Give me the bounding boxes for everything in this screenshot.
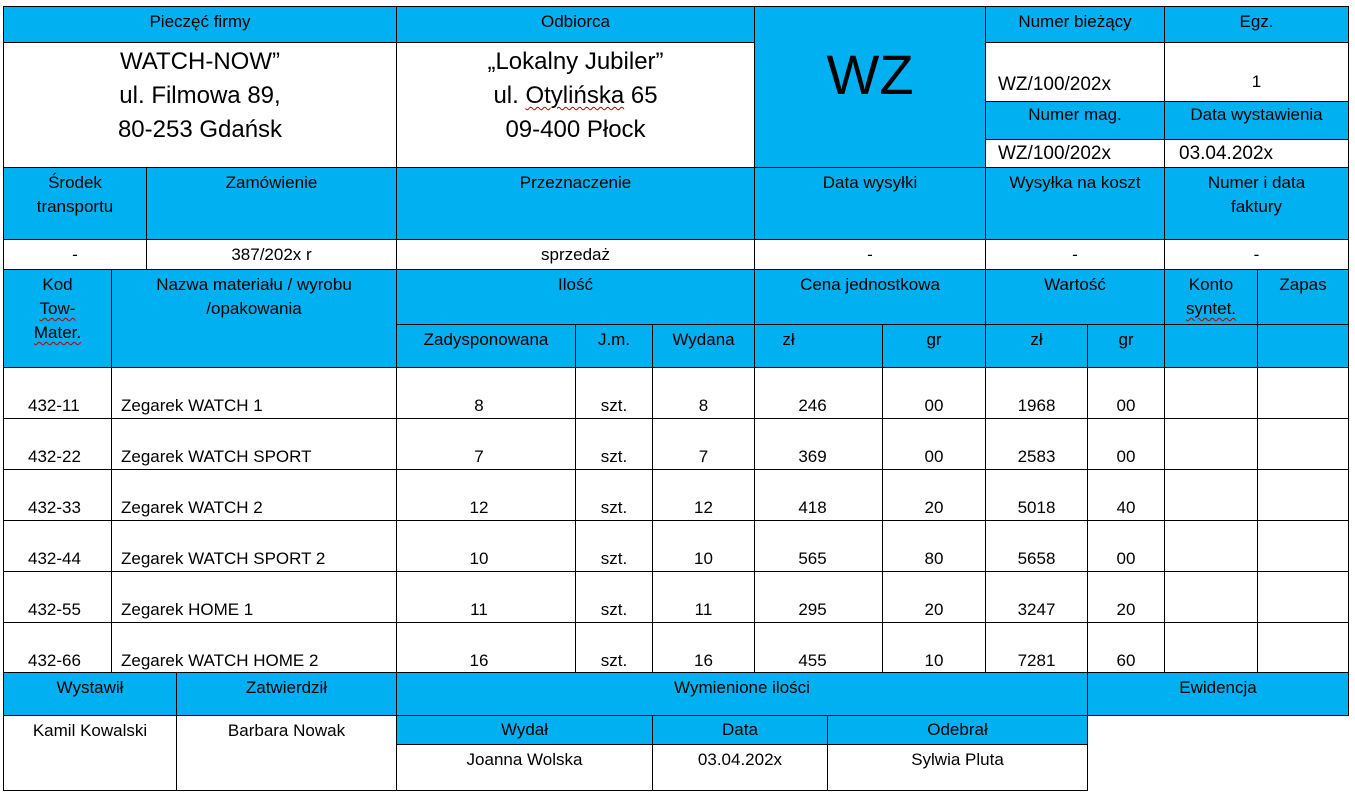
row-value-gr: 40 xyxy=(1087,469,1165,521)
row-value-zl: 5658 xyxy=(985,520,1088,572)
recipient-street: ul. Otylińska 65 xyxy=(493,82,658,109)
issued-by: Kamil Kowalski xyxy=(3,715,177,791)
invoice-label: Numer i data faktury xyxy=(1164,167,1349,240)
row-price-zl: 565 xyxy=(754,520,883,572)
col-value-gr: gr xyxy=(1087,324,1165,368)
row-account xyxy=(1164,571,1258,623)
row-stock xyxy=(1257,571,1349,623)
col-unit: J.m. xyxy=(575,324,653,368)
company-street: ul. Filmowa 89, xyxy=(119,82,281,109)
issue-date: 03.04.202x xyxy=(1164,139,1349,168)
row-issued: 8 xyxy=(652,367,755,419)
records-label: Ewidencja xyxy=(1087,672,1349,716)
col-issued: Wydana xyxy=(652,324,755,368)
row-code: 432-44 xyxy=(3,520,112,572)
row-price-gr: 10 xyxy=(882,622,986,673)
row-issued: 7 xyxy=(652,418,755,470)
col-quantity: Ilość xyxy=(396,269,755,325)
recipient-label: Odbiorca xyxy=(396,6,755,43)
col-value-zl: zł xyxy=(985,324,1088,368)
row-value-gr: 00 xyxy=(1087,520,1165,572)
row-unit: szt. xyxy=(575,520,653,572)
row-account xyxy=(1164,469,1258,521)
row-ordered: 12 xyxy=(396,469,576,521)
row-stock xyxy=(1257,469,1349,521)
row-value-zl: 2583 xyxy=(985,418,1088,470)
row-price-gr: 00 xyxy=(882,367,986,419)
row-value-zl: 7281 xyxy=(985,622,1088,673)
row-stock xyxy=(1257,367,1349,419)
approved-by-label: Zatwierdził xyxy=(176,672,397,716)
row-account xyxy=(1164,418,1258,470)
row-issued: 10 xyxy=(652,520,755,572)
row-value-gr: 00 xyxy=(1087,367,1165,419)
col-price-zl: zł xyxy=(754,324,883,368)
row-code: 432-11 xyxy=(3,367,112,419)
row-value-zl: 3247 xyxy=(985,571,1088,623)
row-issued: 12 xyxy=(652,469,755,521)
row-unit: szt. xyxy=(575,418,653,470)
doc-type-cell xyxy=(754,6,986,168)
row-unit: szt. xyxy=(575,469,653,521)
company-city: 80-253 Gdańsk xyxy=(117,116,283,143)
col-price-gr: gr xyxy=(882,324,986,368)
date-label: Data xyxy=(652,715,828,745)
doc-type: WZ xyxy=(826,43,914,106)
approved-by: Barbara Nowak xyxy=(176,715,397,791)
row-value-zl: 1968 xyxy=(985,367,1088,419)
row-name: Zegarek WATCH 2 xyxy=(111,469,397,521)
quantities-label: Wymienione ilości xyxy=(396,672,1088,716)
recipient-city: 09-400 Płock xyxy=(505,116,646,143)
row-unit: szt. xyxy=(575,571,653,623)
row-account xyxy=(1164,622,1258,673)
released-by: Joanna Wolska xyxy=(396,744,653,791)
current-number-label: Numer bieżący xyxy=(985,6,1165,43)
row-price-zl: 369 xyxy=(754,418,883,470)
col-account: Konto syntet. xyxy=(1164,269,1258,325)
col-value: Wartość xyxy=(985,269,1165,325)
issued-by-label: Wystawił xyxy=(3,672,177,716)
row-ordered: 16 xyxy=(396,622,576,673)
row-account xyxy=(1164,367,1258,419)
col-price: Cena jednostkowa xyxy=(754,269,986,325)
row-stock xyxy=(1257,622,1349,673)
row-unit: szt. xyxy=(575,367,653,419)
row-stock xyxy=(1257,418,1349,470)
row-price-gr: 00 xyxy=(882,418,986,470)
copies: 1 xyxy=(1164,42,1349,102)
row-ordered: 7 xyxy=(396,418,576,470)
ship-cost-label: Wysyłka na koszt xyxy=(985,167,1165,240)
row-name: Zegarek WATCH SPORT 2 xyxy=(111,520,397,572)
company-stamp-label: Pieczęć firmy xyxy=(3,6,397,43)
row-code: 432-55 xyxy=(3,571,112,623)
ship-date-value: - xyxy=(754,239,986,270)
received-label: Odebrał xyxy=(827,715,1088,745)
row-ordered: 8 xyxy=(396,367,576,419)
row-price-gr: 20 xyxy=(882,571,986,623)
col-name: Nazwa materiału / wyrobu /opakowania xyxy=(111,269,397,368)
row-code: 432-33 xyxy=(3,469,112,521)
row-name: Zegarek WATCH 1 xyxy=(111,367,397,419)
row-price-gr: 80 xyxy=(882,520,986,572)
transport-label: Środek transportu xyxy=(3,167,147,240)
row-account xyxy=(1164,520,1258,572)
recipient-name: „Lokalny Jubiler” xyxy=(487,48,664,75)
row-price-zl: 418 xyxy=(754,469,883,521)
col-ordered: Zadysponowana xyxy=(396,324,576,368)
order-label: Zamówienie xyxy=(146,167,397,240)
issue-date-label: Data wystawienia xyxy=(1164,101,1349,140)
col-stock: Zapas xyxy=(1257,269,1349,325)
col-account-sub xyxy=(1164,324,1258,368)
row-issued: 11 xyxy=(652,571,755,623)
row-code: 432-66 xyxy=(3,622,112,673)
row-value-zl: 5018 xyxy=(985,469,1088,521)
row-unit: szt. xyxy=(575,622,653,673)
row-ordered: 10 xyxy=(396,520,576,572)
row-name: Zegarek HOME 1 xyxy=(111,571,397,623)
row-name: Zegarek WATCH HOME 2 xyxy=(111,622,397,673)
ship-cost-value: - xyxy=(985,239,1165,270)
row-issued: 16 xyxy=(652,622,755,673)
current-number: WZ/100/202x xyxy=(985,42,1165,102)
transport-value: - xyxy=(3,239,147,270)
purpose-value: sprzedaż xyxy=(396,239,755,270)
row-code: 432-22 xyxy=(3,418,112,470)
row-price-zl: 246 xyxy=(754,367,883,419)
company-name: WATCH-NOW” xyxy=(120,48,280,75)
row-value-gr: 20 xyxy=(1087,571,1165,623)
warehouse-number-label: Numer mag. xyxy=(985,101,1165,140)
purpose-label: Przeznaczenie xyxy=(396,167,755,240)
row-stock xyxy=(1257,520,1349,572)
row-price-zl: 455 xyxy=(754,622,883,673)
warehouse-number: WZ/100/202x xyxy=(985,139,1165,168)
ship-date-label: Data wysyłki xyxy=(754,167,986,240)
row-price-zl: 295 xyxy=(754,571,883,623)
invoice-value: - xyxy=(1164,239,1349,270)
row-value-gr: 00 xyxy=(1087,418,1165,470)
row-value-gr: 60 xyxy=(1087,622,1165,673)
col-stock-sub xyxy=(1257,324,1349,368)
received-by: Sylwia Pluta xyxy=(827,744,1088,791)
date: 03.04.202x xyxy=(652,744,828,791)
recipient-address xyxy=(396,42,755,168)
row-name: Zegarek WATCH SPORT xyxy=(111,418,397,470)
row-price-gr: 20 xyxy=(882,469,986,521)
col-code: Kod Tow- Mater. xyxy=(3,269,112,368)
released-label: Wydał xyxy=(396,715,653,745)
company-address xyxy=(3,42,397,168)
order-value: 387/202x r xyxy=(146,239,397,270)
row-ordered: 11 xyxy=(396,571,576,623)
copies-label: Egz. xyxy=(1164,6,1349,43)
